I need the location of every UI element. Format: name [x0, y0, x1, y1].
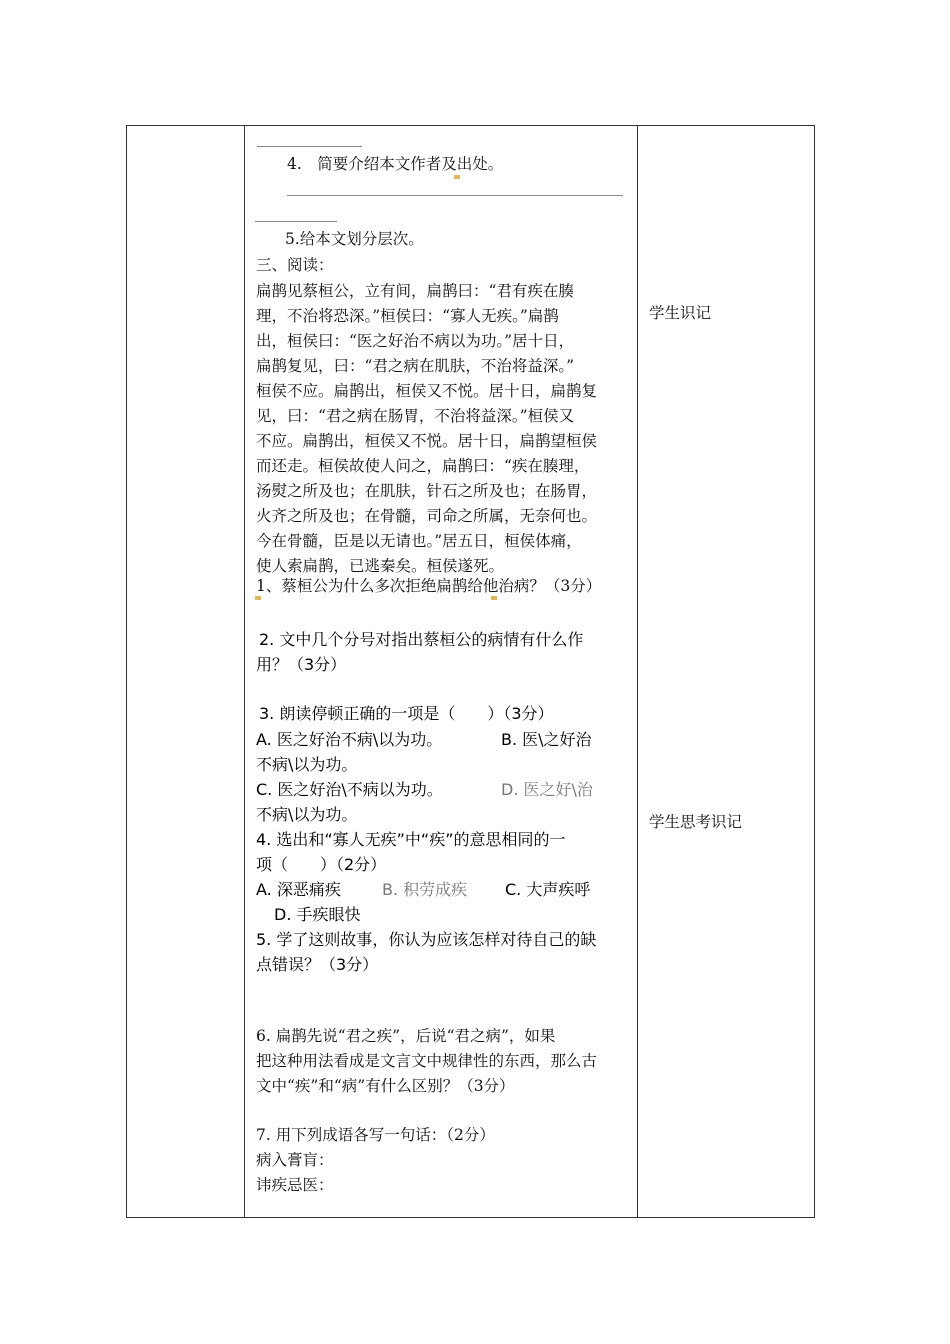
- passage-line: 见，曰：“君之病在肠胃，不治将益深。”桓侯又: [256, 407, 575, 425]
- option-d-cont: 不病\以为功。: [256, 805, 358, 824]
- reading-question-6-cont: 文中“疾”和“病”有什么区别？（3分）: [256, 1077, 515, 1095]
- column-divider: [637, 126, 638, 1217]
- edit-mark: [454, 175, 460, 179]
- passage-line: 而还走。桓侯故使人问之，扁鹊曰：“疾在腠理，: [256, 457, 590, 475]
- answer-blank-line: [257, 146, 362, 147]
- option-c: C. 大声疾呼: [505, 880, 591, 899]
- question-5: 5.给本文划分层次。: [285, 230, 424, 248]
- passage-line: 桓侯不应。扁鹊出，桓侯又不悦。居十日，扁鹊复: [256, 382, 598, 400]
- reading-question-3: 3. 朗读停顿正确的一项是（ ）（3分）: [259, 704, 554, 723]
- question-4: 4. 简要介绍本文作者及出处。: [287, 155, 504, 173]
- reading-question-4: 4. 选出和“寡人无疾”中“疾”的意思相同的一: [256, 830, 566, 849]
- edit-mark: [255, 596, 261, 600]
- option-a: A. 医之好治不病\以为功。: [256, 730, 443, 749]
- passage-line: 火齐之所及也；在骨髓，司命之所属，无奈何也。: [256, 507, 598, 525]
- option-b-cont: 不病\以为功。: [256, 755, 358, 774]
- lesson-table: [126, 125, 815, 1218]
- reading-question-1: 1、蔡桓公为什么多次拒绝扁鹊给他治病？（3分）: [256, 577, 602, 595]
- passage-line: 出，桓侯曰：“医之好治不病以为功。”居十日，: [256, 332, 575, 350]
- reading-question-2: 2. 文中几个分号对指出蔡桓公的病情有什么作: [259, 630, 584, 649]
- passage-line: 使人索扁鹊，已逃秦矣。桓侯遂死。: [256, 557, 505, 575]
- option-b: B. 医\之好治: [501, 730, 592, 749]
- reading-question-4-cont: 项（ ）（2分）: [256, 855, 387, 874]
- passage-line: 理，不治将恐深。”桓侯曰：“寡人无疾。”扁鹊: [256, 307, 559, 325]
- passage-line: 不应。扁鹊出，桓侯又不悦。居十日，扁鹊望桓侯: [256, 432, 598, 450]
- passage-line: 扁鹊见蔡桓公，立有间，扁鹊曰：“君有疾在腠: [256, 282, 574, 300]
- reading-question-6: 6. 扁鹊先说“君之疾”，后说“君之病”，如果: [256, 1027, 556, 1045]
- option-b: B. 积劳成疾: [382, 880, 468, 899]
- reading-question-5: 5. 学了这则故事，你认为应该怎样对待自己的缺: [256, 930, 597, 949]
- passage-line: 扁鹊复见，曰：“君之病在肌肤，不治将益深。”: [256, 357, 575, 375]
- passage-line: 汤熨之所及也；在肌肤，针石之所及也；在肠胃，: [256, 482, 598, 500]
- option-d: D. 手疾眼快: [274, 905, 361, 924]
- column-divider: [244, 126, 245, 1217]
- option-c: C. 医之好治\不病以为功。: [256, 780, 443, 799]
- side-note-think-memorize: 学生思考识记: [649, 813, 743, 831]
- answer-blank-line: [287, 195, 623, 196]
- option-d: D. 医之好\治: [501, 780, 593, 799]
- reading-question-6-cont: 把这种用法看成是文言文中规律性的东西，那么古: [256, 1052, 598, 1070]
- passage-line: 今在骨髓，臣是以无请也。”居五日，桓侯体痛，: [256, 532, 582, 550]
- section-heading-reading: 三、阅读：: [256, 256, 334, 274]
- idiom-prompt: 讳疾忌医：: [256, 1176, 334, 1194]
- side-note-memorize: 学生识记: [649, 304, 712, 322]
- reading-question-5-cont: 点错误？（3分）: [256, 955, 379, 974]
- answer-blank-line: [255, 221, 337, 222]
- option-a: A. 深恶痛疾: [256, 880, 341, 899]
- reading-question-7: 7. 用下列成语各写一句话：（2分）: [256, 1126, 495, 1144]
- reading-question-2-cont: 用？（3分）: [256, 655, 347, 674]
- idiom-prompt: 病入膏肓：: [256, 1151, 334, 1169]
- edit-mark: [491, 596, 497, 600]
